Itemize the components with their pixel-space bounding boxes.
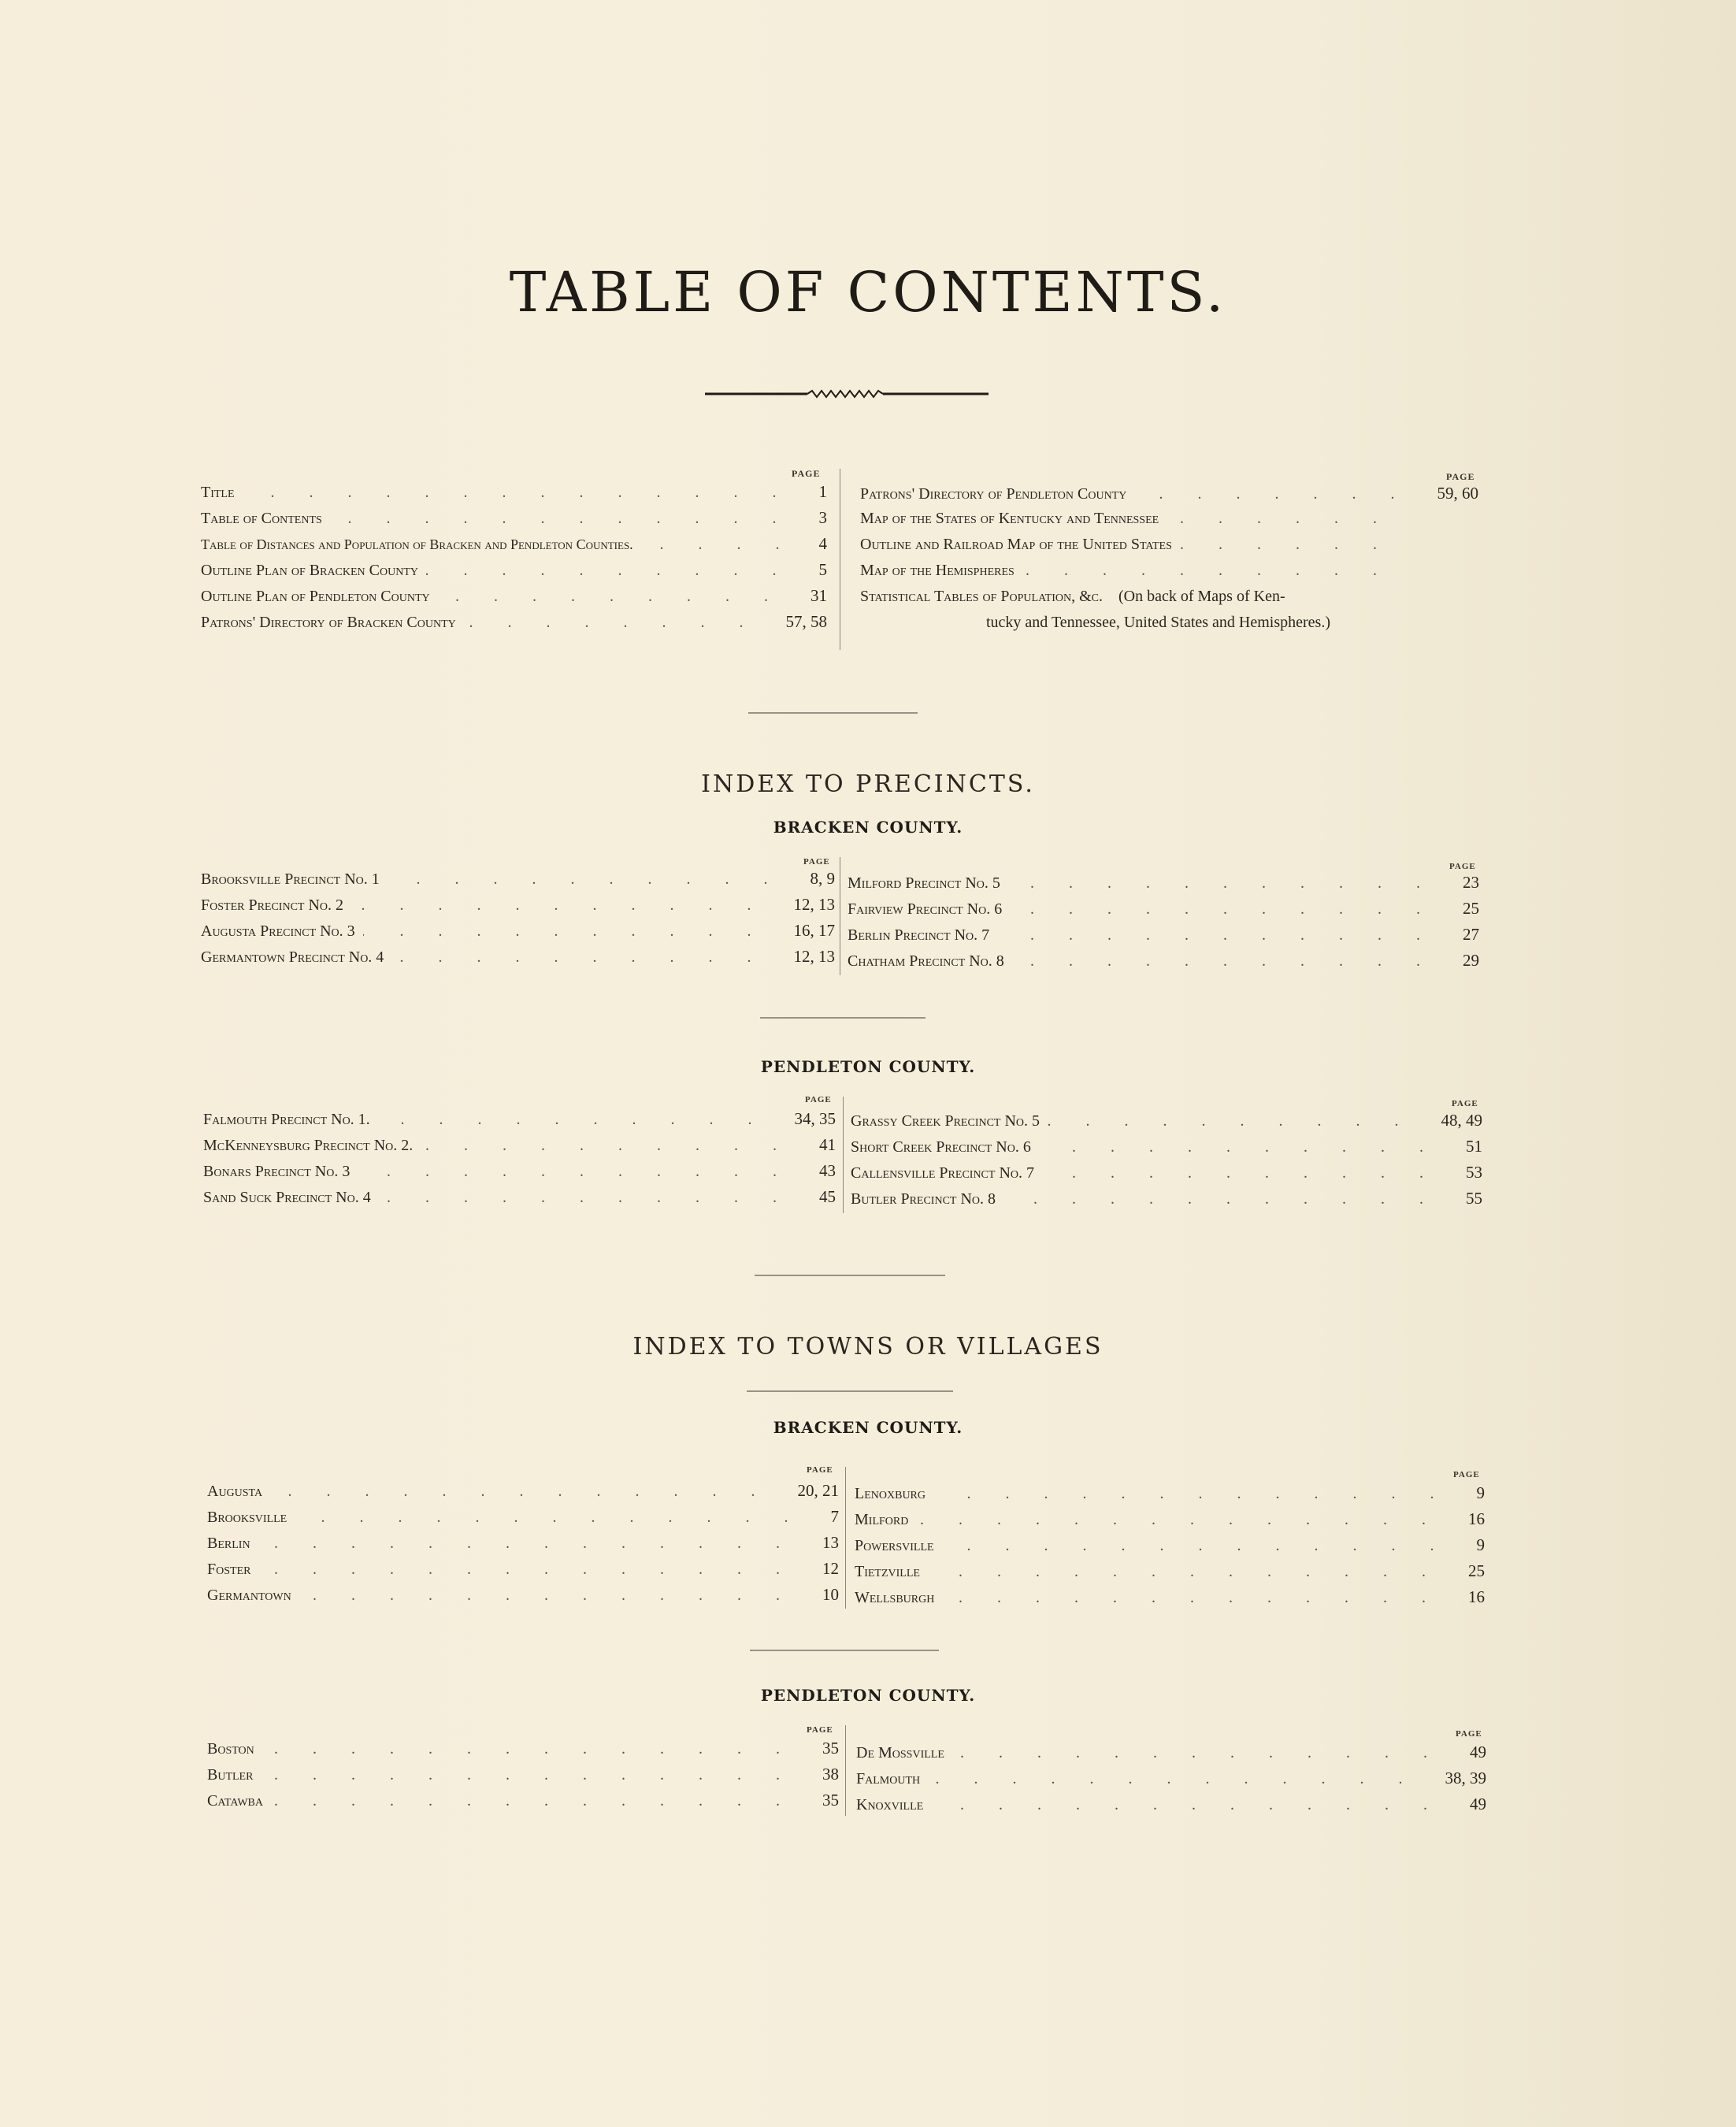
precinct-entry[interactable] [851, 1189, 1482, 1215]
entry-page: 59, 60 [1437, 484, 1478, 503]
leader-dots [928, 1770, 1437, 1788]
pendleton-precincts-left [203, 1109, 836, 1213]
leader-dots [379, 1189, 811, 1207]
entry-label: Falmouth [856, 1770, 921, 1787]
entry-label: Short Creek Precinct No. 6 [851, 1138, 1031, 1156]
toc-entry[interactable] [860, 510, 1419, 536]
town-entry[interactable] [207, 1533, 839, 1559]
leader-dots [261, 1766, 814, 1784]
entry-page: 10 [822, 1585, 839, 1604]
precinct-entry[interactable] [201, 895, 835, 921]
bracken-precincts-right [848, 873, 1479, 977]
page-column-label: PAGE [803, 857, 830, 867]
entry-label: Table of Distances and Population of Bracken and Pendleton Counties. [201, 536, 633, 552]
entry-page: 34, 35 [794, 1109, 836, 1128]
entry-page: 9 [1476, 1535, 1485, 1554]
leader-dots [997, 926, 1455, 945]
entry-page: 43 [819, 1161, 836, 1180]
entry-label: Map of the Hemispheres [860, 562, 1015, 579]
pendleton-towns-right [856, 1743, 1486, 1821]
leader-dots [928, 1563, 1460, 1581]
leader-dots [1134, 485, 1429, 503]
page-column-label: PAGE [807, 1725, 833, 1735]
section-divider [750, 1650, 939, 1651]
entry-label: Berlin Precinct No. 7 [848, 926, 990, 944]
town-entry[interactable] [207, 1739, 839, 1765]
entry-page: 7 [830, 1507, 839, 1526]
entry-label: Tietzville [855, 1563, 920, 1580]
entry-label: Outline and Railroad Map of the United States [860, 536, 1172, 553]
leader-dots [952, 1744, 1462, 1762]
entry-continuation [860, 614, 1478, 640]
precinct-entry[interactable] [203, 1135, 836, 1161]
bracken-precincts-heading: BRACKEN COUNTY. [773, 818, 963, 837]
entry-label: Table of Contents [201, 510, 322, 527]
entry-page: 48, 49 [1441, 1111, 1482, 1130]
entry-label: Augusta [207, 1483, 263, 1500]
leader-dots [330, 510, 811, 528]
page-column-label: PAGE [1449, 862, 1476, 871]
entry-page: 12, 13 [793, 895, 835, 914]
precinct-entry[interactable] [848, 951, 1479, 977]
entry-page: 57, 58 [785, 612, 827, 631]
entry-page: 35 [822, 1739, 839, 1758]
entry-page: 16 [1468, 1587, 1485, 1606]
towns-heading: INDEX TO TOWNS OR VILLAGES [632, 1333, 1104, 1360]
entry-label: Statistical Tables of Population, &c. [860, 588, 1103, 605]
column-divider [843, 1097, 844, 1213]
entry-page: 9 [1476, 1483, 1485, 1502]
section-divider [747, 1390, 953, 1392]
page-column-label: PAGE [1452, 1099, 1478, 1108]
entry-label: Outline Plan of Pendleton County [201, 588, 430, 605]
pendleton-towns-heading: PENDLETON COUNTY. [760, 1686, 976, 1705]
entry-page: 41 [819, 1135, 836, 1154]
town-entry[interactable] [856, 1795, 1486, 1821]
entry-label: Butler [207, 1766, 254, 1784]
entry-label: Brooksville [207, 1509, 287, 1526]
entry-label: Powersville [855, 1537, 934, 1554]
contents-left-column [201, 482, 827, 638]
pendleton-towns-left [207, 1739, 839, 1817]
toc-entry[interactable] [860, 484, 1478, 510]
section-divider [748, 712, 918, 714]
entry-label: Callensville Precinct No. 7 [851, 1164, 1034, 1182]
leader-dots [243, 484, 811, 502]
town-entry[interactable] [856, 1769, 1486, 1795]
leader-dots [942, 1537, 1469, 1555]
entry-page: 49 [1470, 1795, 1486, 1813]
leader-dots [299, 1587, 814, 1605]
entry-page: 25 [1468, 1561, 1485, 1580]
contents-right-column [860, 484, 1478, 640]
entry-label: Bonars Precinct No. 3 [203, 1163, 351, 1180]
entry-page: 1 [818, 482, 827, 501]
page-column-label: PAGE [805, 1095, 832, 1104]
entry-page: 38 [822, 1765, 839, 1784]
entry-label: Foster Precinct No. 2 [201, 896, 344, 914]
town-entry[interactable] [207, 1791, 839, 1817]
leader-dots [426, 562, 811, 580]
entry-label: Falmouth Precinct No. 1. [203, 1111, 370, 1128]
town-entry[interactable] [207, 1507, 839, 1533]
page-column-label: PAGE [1453, 1470, 1480, 1479]
toc-entry[interactable] [201, 560, 827, 586]
page-column-label: PAGE [792, 468, 821, 479]
entry-label: Milford [855, 1511, 909, 1528]
bracken-towns-right [855, 1483, 1485, 1613]
leader-dots [1010, 900, 1455, 919]
leader-dots [1008, 874, 1455, 893]
entry-label: Lenoxburg [855, 1485, 925, 1502]
entry-page: 20, 21 [797, 1481, 839, 1500]
town-entry[interactable] [855, 1535, 1485, 1561]
leader-dots [358, 1163, 811, 1181]
leader-dots [270, 1483, 789, 1501]
leader-dots [1039, 1138, 1458, 1156]
entry-label: De Mossville [856, 1744, 944, 1761]
entry-label: Knoxville [856, 1796, 924, 1813]
precinct-entry[interactable] [848, 873, 1479, 899]
precinct-entry[interactable] [203, 1187, 836, 1213]
town-entry[interactable] [207, 1481, 839, 1507]
entry-page: 13 [822, 1533, 839, 1552]
precinct-entry[interactable] [203, 1109, 836, 1135]
entry-label: Outline Plan of Bracken County [201, 562, 419, 579]
entry-page: 31 [811, 586, 827, 605]
town-entry[interactable] [855, 1561, 1485, 1587]
toc-entry[interactable] [860, 562, 1419, 588]
precinct-entry[interactable] [851, 1137, 1482, 1163]
entry-page: 51 [1466, 1137, 1482, 1156]
page-column-label: PAGE [807, 1465, 833, 1475]
entry-label: Brooksville Precinct No. 1 [201, 870, 380, 888]
entry-label: Title [201, 484, 235, 501]
bracken-towns-heading: BRACKEN COUNTY. [773, 1418, 963, 1437]
entry-label: Grassy Creek Precinct No. 5 [851, 1112, 1040, 1130]
bracken-towns-left [207, 1481, 839, 1611]
entry-page: 35 [822, 1791, 839, 1810]
leader-dots [258, 1535, 814, 1553]
entry-label: Boston [207, 1740, 254, 1758]
town-entry[interactable] [207, 1559, 839, 1585]
entry-page: 29 [1463, 951, 1479, 970]
leader-dots [916, 1511, 1460, 1529]
town-entry[interactable] [855, 1587, 1485, 1613]
entry-label: Catawba [207, 1792, 263, 1810]
entry-page: 23 [1463, 873, 1479, 892]
entry-label: Sand Suck Precinct No. 4 [203, 1189, 371, 1206]
entry-page: 3 [818, 508, 827, 527]
pendleton-precincts-heading: PENDLETON COUNTY. [760, 1057, 976, 1076]
entry-label: Map of the States of Kentucky and Tennessee [860, 510, 1159, 527]
town-entry[interactable] [856, 1743, 1486, 1769]
entry-page: 5 [818, 560, 827, 579]
leader-dots [378, 1111, 787, 1129]
entry-page: 27 [1463, 925, 1479, 944]
precinct-entry[interactable] [203, 1161, 836, 1187]
entry-label: Wellsburgh [855, 1589, 935, 1606]
entry-page: 49 [1470, 1743, 1486, 1761]
bracken-precincts-left [201, 869, 835, 973]
town-entry[interactable] [855, 1509, 1485, 1535]
leader-dots [1167, 510, 1411, 528]
town-entry[interactable] [207, 1765, 839, 1791]
leader-dots [638, 536, 814, 554]
entry-label: Augusta Precinct No. 3 [201, 922, 355, 940]
leader-dots [464, 614, 778, 632]
precinct-entry[interactable] [851, 1111, 1482, 1137]
town-entry[interactable] [207, 1585, 839, 1611]
entry-page: 8, 9 [810, 869, 835, 888]
section-divider [760, 1017, 925, 1019]
precinct-entry[interactable] [851, 1163, 1482, 1189]
entry-label: Berlin [207, 1535, 250, 1552]
entry-label: Germantown Precinct No. 4 [201, 948, 384, 966]
leader-dots [1048, 1112, 1433, 1130]
toc-entry[interactable] [201, 586, 827, 612]
leader-dots [295, 1509, 822, 1527]
leader-dots [388, 870, 803, 889]
continuation-text: tucky and Tennessee, United States and Hemispheres.) [986, 614, 1331, 631]
entry-page: 16, 17 [793, 921, 835, 940]
toc-entry[interactable] [201, 534, 827, 560]
pendleton-precincts-right [851, 1111, 1482, 1215]
precinct-entry[interactable] [201, 947, 835, 973]
entry-label: Germantown [207, 1587, 291, 1604]
leader-dots [258, 1561, 814, 1579]
toc-entry[interactable] [201, 612, 827, 638]
precinct-entry[interactable] [848, 925, 1479, 951]
page-column-label: PAGE [1456, 1729, 1482, 1739]
toc-entry[interactable] [860, 536, 1419, 562]
precinct-entry[interactable] [201, 921, 835, 947]
entry-label: McKenneysburg Precinct No. 2. [203, 1137, 414, 1154]
leader-dots [271, 1792, 814, 1810]
leader-dots [438, 588, 803, 606]
section-divider [755, 1275, 945, 1276]
leader-dots [1042, 1164, 1458, 1182]
entry-note: (On back of Maps of Ken- [1118, 588, 1285, 605]
leader-dots [933, 1485, 1469, 1503]
leader-dots [262, 1740, 814, 1758]
entry-page: 16 [1468, 1509, 1485, 1528]
toc-entry[interactable] [201, 508, 827, 534]
leader-dots [421, 1137, 811, 1155]
entry-page: 45 [819, 1187, 836, 1206]
leader-dots [351, 896, 785, 915]
leader-dots [931, 1796, 1462, 1814]
leader-dots [1022, 562, 1411, 580]
toc-entry[interactable] [860, 588, 1478, 614]
leader-dots [942, 1589, 1460, 1607]
entry-label: Butler Precinct No. 8 [851, 1190, 996, 1208]
toc-entry[interactable] [201, 482, 827, 508]
entry-page: 53 [1466, 1163, 1482, 1182]
entry-page: 12, 13 [793, 947, 835, 966]
town-entry[interactable] [855, 1483, 1485, 1509]
entry-page: 25 [1463, 899, 1479, 918]
column-divider [845, 1725, 846, 1816]
title-ornament-divider [705, 386, 989, 402]
leader-dots [363, 922, 786, 941]
entry-label: Patrons' Directory of Pendleton County [860, 485, 1127, 503]
entry-page: 38, 39 [1445, 1769, 1486, 1787]
entry-label: Foster [207, 1561, 251, 1578]
leader-dots [1003, 1190, 1458, 1208]
entry-label: Patrons' Directory of Bracken County [201, 614, 456, 631]
entry-page: 55 [1466, 1189, 1482, 1208]
entry-page: 4 [818, 534, 827, 553]
leader-dots [1012, 952, 1455, 971]
entry-page: 12 [822, 1559, 839, 1578]
entry-label: Chatham Precinct No. 8 [848, 952, 1004, 970]
leader-dots [1180, 536, 1411, 554]
page-title: TABLE OF CONTENTS. [509, 260, 1227, 325]
column-divider [845, 1467, 846, 1609]
entry-label: Fairview Precinct No. 6 [848, 900, 1003, 918]
entry-label: Milford Precinct No. 5 [848, 874, 1000, 892]
precincts-heading: INDEX TO PRECINCTS. [701, 770, 1035, 798]
precinct-entry[interactable] [201, 869, 835, 895]
precinct-entry[interactable] [848, 899, 1479, 925]
page-column-label: PAGE [1446, 471, 1475, 482]
leader-dots [391, 948, 785, 967]
